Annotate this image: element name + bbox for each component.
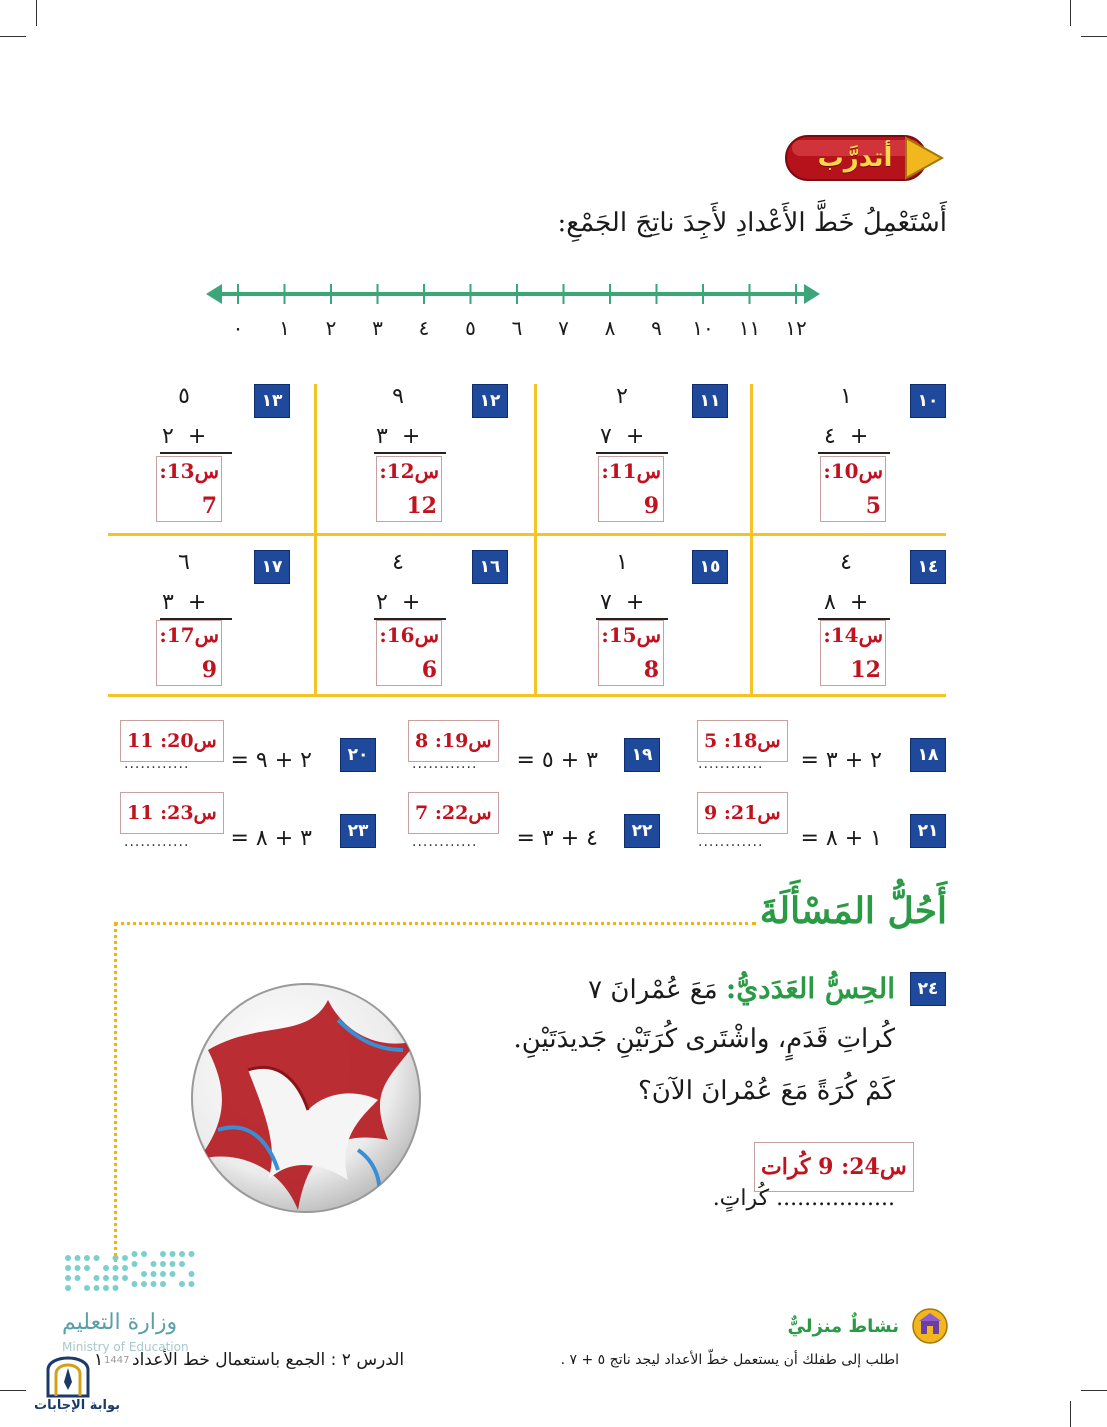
grid-divider [750,384,753,695]
answer-label: س12: [379,459,439,483]
logo-dot [84,1255,90,1261]
logo-dot [170,1261,176,1267]
logo-dot [132,1261,138,1267]
logo-dot [189,1251,195,1257]
logo-dot [75,1265,81,1271]
answer-value: 9 [201,657,217,683]
addend-top: ٥ [178,384,190,409]
answer-blank-dots: ............ [412,834,478,850]
crop-mark [36,0,37,26]
crop-mark [1070,0,1071,26]
logo-dot [122,1265,128,1271]
answer-box[interactable]: س22: 7 [408,792,499,834]
problem-number-badge: ١٢ [472,384,508,418]
logo-dot [113,1275,119,1281]
problem-number-badge: ٢٢ [624,814,660,848]
equation-text: ٣ + ٨ = [230,826,312,851]
answer-label: س10: [823,459,883,483]
logo-dot [94,1275,100,1281]
sum-line [160,452,232,454]
number-line-label: ٢ [325,316,337,340]
dotted-border [114,922,117,1270]
answer-label: س17: [159,623,219,647]
dotted-border [114,922,756,925]
answer-box[interactable] [376,620,442,686]
answer-box[interactable] [156,456,222,522]
answer-blank-dots: ............ [698,756,764,772]
crop-mark [1070,1401,1071,1427]
section-tab-label: أتدرَّب [817,143,893,173]
logo-dot [151,1281,157,1287]
problem-number-badge: ٢٠ [340,738,376,772]
grid-divider [314,384,317,695]
equation-text: ١ + ٨ = [800,826,882,851]
logo-dot [170,1271,176,1277]
number-line-label: ١ [279,316,290,340]
problem-number-badge: ٢٣ [340,814,376,848]
home-activity-title: نشاطٌ منزليٌّ [787,1316,899,1337]
addend-top: ٢ [616,384,628,409]
addend-bottom: + ٣ [162,590,207,615]
logo-dot [141,1271,147,1277]
number-line [206,280,820,310]
word-problem-line3: كَمْ كُرَةً مَعَ عُمْرانَ الآنَ؟ [637,1076,895,1106]
answer-box[interactable] [820,620,886,686]
answer-box[interactable]: س21: 9 [697,792,788,834]
sum-line [818,452,890,454]
answer-box[interactable] [376,456,442,522]
addend-top: ٩ [392,384,404,409]
logo-dot [84,1265,90,1271]
addend-top: ٦ [178,550,190,575]
logo-dot [160,1251,166,1257]
answer-value: 12 [850,657,881,683]
answer-label: س11: [601,459,661,483]
problem-number-badge: ١٧ [254,550,290,584]
answer-value: 8 [643,657,659,683]
grid-divider [108,694,946,697]
logo-dot [160,1271,166,1277]
number-line-label: ١٢ [785,316,807,340]
page-number: ١ [94,1350,104,1370]
logo-dot [179,1281,185,1287]
logo-dot [113,1265,119,1271]
logo-dot [113,1255,119,1261]
addend-bottom: + ٨ [824,590,869,615]
logo-dot [160,1281,166,1287]
number-line-label: ٩ [651,316,662,340]
lesson-title: الدرس ٢ : الجمع باستعمال خط الأعداد [132,1350,405,1370]
equation-text: ٣ + ٥ = [516,748,598,773]
logo-dot [151,1271,157,1277]
logo-dot [189,1271,195,1277]
word-problem-text: مَعَ عُمْرانَ ٧ [588,975,718,1005]
number-line-label: ٨ [604,316,616,340]
home-activity-icon [912,1308,948,1344]
logo-dot [122,1255,128,1261]
logo-dot [132,1281,138,1287]
sum-line [596,452,668,454]
logo-dot [132,1251,138,1257]
addend-bottom: + ٧ [600,590,645,615]
crop-mark [0,1390,26,1391]
logo-dot [122,1275,128,1281]
problem-number-badge: ٢١ [910,814,946,848]
addend-bottom: + ٢ [376,590,421,615]
number-line-label: ٤ [418,316,430,340]
equation-text: ٤ + ٣ = [516,826,598,851]
ministry-name-en: Ministry of Education [62,1340,189,1354]
answer-blank-dots: ............ [412,756,478,772]
problem-number-badge: ١٨ [910,738,946,772]
answer-box[interactable] [156,620,222,686]
answers-gate-label: بوابة الإجابات [34,1398,120,1413]
equation-text: ٢ + ٣ = [800,748,882,773]
answers-gate-logo [44,1346,92,1398]
number-line-label: ١٠ [692,316,714,340]
home-activity-text: اطلب إلى طفلك أن يستعمل خطّ الأعداد ليجد ناتج ٥ + ٧ . [560,1352,899,1368]
answer-label: س15: [601,623,661,647]
problem-number-badge: ١٦ [472,550,508,584]
logo-dot [179,1251,185,1257]
crop-mark [1081,1390,1107,1391]
problem-number-badge: ١٣ [254,384,290,418]
answer-box[interactable]: س20: 11 [120,720,224,762]
logo-dot [103,1285,109,1291]
word-problem-heading: الحِسُّ العَدَديُّ: [725,972,895,1005]
number-line-label: ٧ [558,316,569,340]
answer-value: 12 [406,493,437,519]
logo-dot [103,1275,109,1281]
logo-dot [141,1281,147,1287]
answer-label: س13: [159,459,219,483]
answer-value: 7 [201,493,217,519]
logo-dot [75,1275,81,1281]
addend-bottom: + ٣ [376,424,421,449]
problem-number-badge: ١١ [692,384,728,418]
logo-dot [75,1255,81,1261]
answer-blank-dots: ............ [124,756,190,772]
logo-dot [151,1261,157,1267]
word-problem-line1 [588,972,895,1005]
grid-divider [534,384,537,695]
year-label: 1447 [104,1355,130,1366]
addend-top: ١ [840,384,852,409]
addend-top: ٤ [392,550,404,575]
logo-dot [103,1265,109,1271]
logo-dot [113,1285,119,1291]
addend-bottom: + ٢ [162,424,207,449]
logo-dot [189,1281,195,1287]
answer-value: 5 [865,493,881,519]
problem-number-badge: ١٥ [692,550,728,584]
answer-box[interactable]: س18: 5 [697,720,788,762]
answer-blank-line[interactable]: ................. كُراتٍ. [712,1186,895,1211]
answer-box[interactable]: س19: 8 [408,720,499,762]
answer-value: 6 [421,657,437,683]
answer-box[interactable]: س23: 11 [120,792,224,834]
word-problem-line2: كُراتِ قَدَمٍ، واشْتَرى كُرَتَيْنِ جَديدَتَيْنِ. [513,1024,895,1054]
ministry-name: وزارة التعليم [62,1310,178,1335]
problem-number-badge: ١٠ [910,384,946,418]
logo-dot [170,1251,176,1257]
answer-label: س16: [379,623,439,647]
addend-top: ٤ [840,550,852,575]
crop-mark [0,36,26,37]
addend-top: ١ [616,550,628,575]
logo-dot [141,1251,147,1257]
logo-dot [84,1285,90,1291]
logo-dot [65,1275,71,1281]
addend-bottom: + ٧ [600,424,645,449]
number-line-label: ٦ [511,316,523,340]
answer-box[interactable] [598,620,664,686]
logo-dot [160,1261,166,1267]
problem-number-badge: ٢٤ [910,972,946,1006]
logo-dot [65,1265,71,1271]
logo-dot [65,1285,71,1291]
logo-dot [179,1261,185,1267]
equation-text: ٢ + ٩ = [230,748,312,773]
logo-dot [65,1255,71,1261]
soccer-ball-image [188,980,424,1216]
number-line-label: ٥ [465,316,476,340]
answer-blank-dots: ............ [124,834,190,850]
number-line-label: ٠ [232,316,244,340]
answer-box[interactable] [820,456,886,522]
problem-number-badge: ١٩ [624,738,660,772]
instruction-text: أَسْتَعْمِلُ خَطَّ الأَعْدادِ لأَجِدَ ناتِجَ الجَمْعِ: [557,208,947,238]
number-line-label: ٣ [372,316,383,340]
logo-dot [94,1285,100,1291]
answer-box[interactable]: س24: 9 كُرات [754,1142,914,1192]
number-line-label: ١١ [738,316,761,340]
answer-value: 9 [643,493,659,519]
ministry-logo-dots [62,1250,198,1300]
addend-bottom: + ٤ [824,424,869,449]
grid-divider [108,533,946,536]
answer-blank-dots: ............ [698,834,764,850]
answer-label: س14: [823,623,883,647]
problem-number-badge: ١٤ [910,550,946,584]
section-title: أَحُلُّ المَسْأَلَةَ [759,890,947,932]
sum-line [374,452,446,454]
answer-box[interactable] [598,456,664,522]
logo-dot [94,1255,100,1261]
crop-mark [1081,36,1107,37]
